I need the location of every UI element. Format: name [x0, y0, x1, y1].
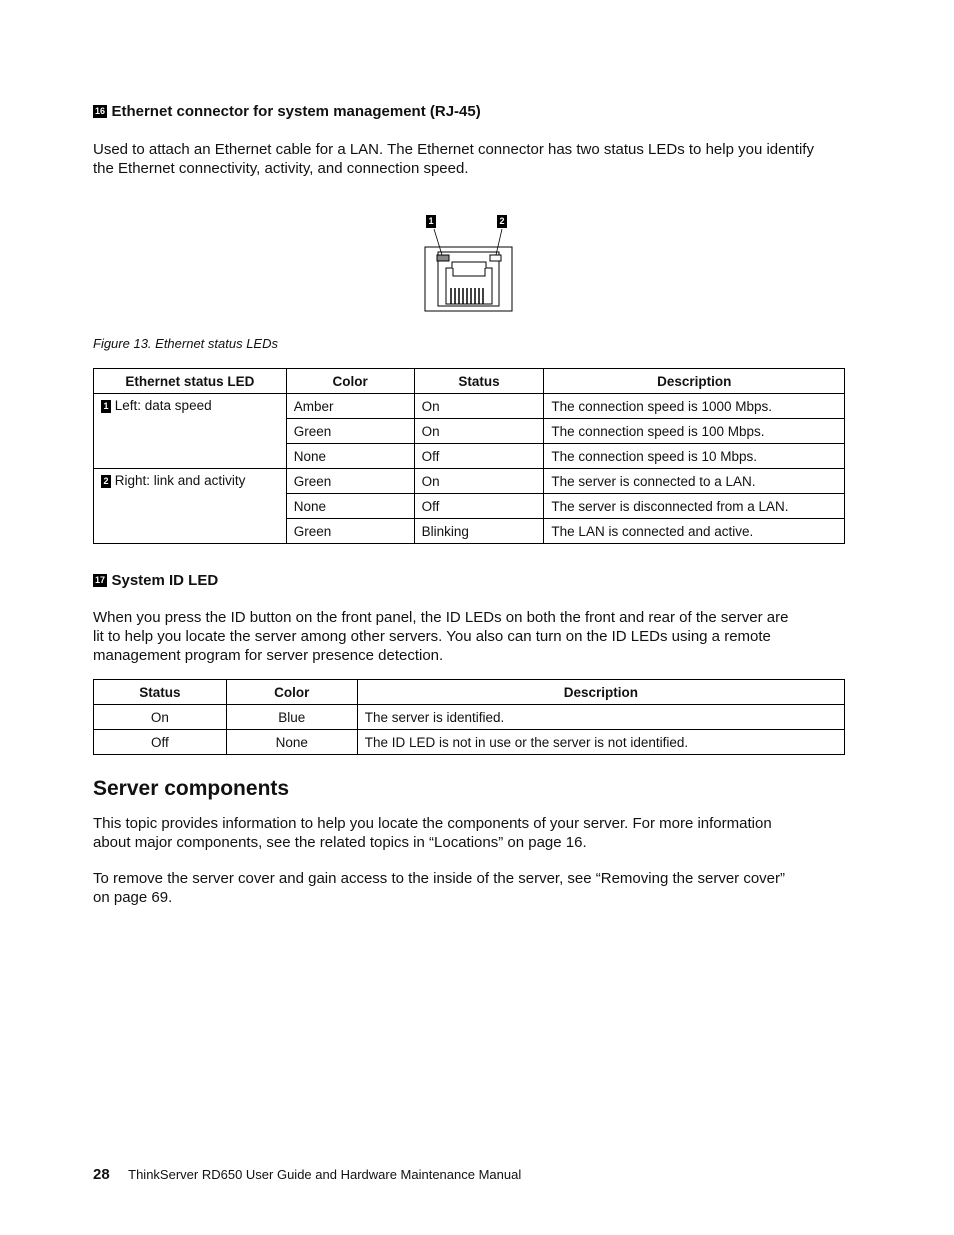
description-cell: The connection speed is 100 Mbps. — [544, 419, 845, 444]
section-heading-text: System ID LED — [111, 572, 219, 589]
page-section-title: Server components — [93, 777, 290, 800]
paragraph-line: lit to help you locate the server among other servers. You also can turn on the ID LEDs using a remote — [93, 628, 771, 645]
description-cell: The server is connected to a LAN. — [544, 469, 845, 494]
color-cell: None — [226, 730, 357, 755]
callout-2-badge: 2 — [497, 215, 507, 228]
page-number: 28 — [93, 1166, 110, 1183]
figure-caption: Figure 13. Ethernet status LEDs — [93, 336, 278, 351]
description-cell: The connection speed is 10 Mbps. — [544, 444, 845, 469]
led-right — [490, 255, 501, 261]
page-footer — [93, 1166, 521, 1184]
description-cell: The server is identified. — [357, 705, 844, 730]
section-heading-text: Ethernet connector for system management (RJ-45) — [111, 103, 481, 120]
table-row — [94, 705, 845, 730]
paragraph-line: To remove the server cover and gain access to the inside of the server, see “Removing the server cover” — [93, 870, 785, 887]
column-header: Description — [357, 680, 844, 705]
color-cell: Amber — [286, 394, 414, 419]
status-cell: Off — [414, 444, 544, 469]
section-17-heading — [93, 572, 218, 590]
paragraph-line: When you press the ID button on the front panel, the ID LEDs on both the front and rear of the server are — [93, 609, 789, 626]
paragraph-line: management program for server presence detection. — [93, 647, 444, 664]
table-row — [94, 394, 845, 419]
status-cell: Blinking — [414, 519, 544, 544]
color-cell: Green — [286, 469, 414, 494]
callout-badge: 1 — [101, 400, 111, 413]
color-cell: None — [286, 444, 414, 469]
column-header: Ethernet status LED — [94, 369, 287, 394]
section-16-heading — [93, 103, 481, 121]
section-16-paragraph — [93, 140, 863, 178]
ethernet-status-table — [93, 368, 845, 544]
callout-badge: 16 — [95, 106, 106, 117]
status-cell: On — [414, 419, 544, 444]
callout-badge: 2 — [101, 475, 111, 488]
color-cell: Blue — [226, 705, 357, 730]
color-cell: None — [286, 494, 414, 519]
led-group-label: Left: data speed — [114, 398, 212, 413]
description-cell: The LAN is connected and active. — [544, 519, 845, 544]
table-row — [94, 730, 845, 755]
status-cell: On — [414, 394, 544, 419]
column-header: Color — [226, 680, 357, 705]
column-header: Status — [94, 680, 227, 705]
column-header: Color — [286, 369, 414, 394]
paragraph-line: the Ethernet connectivity, activity, and connection speed. — [93, 160, 469, 177]
description-cell: The ID LED is not in use or the server is not identified. — [357, 730, 844, 755]
paragraph-line: This topic provides information to help you locate the components of your server. For more information — [93, 815, 772, 832]
status-cell: On — [94, 705, 227, 730]
server-components-paragraph-2 — [93, 869, 863, 907]
status-cell: On — [414, 469, 544, 494]
led-group-cell — [94, 394, 287, 469]
color-cell: Green — [286, 519, 414, 544]
paragraph-line: Used to attach an Ethernet cable for a LAN. The Ethernet connector has two status LEDs to help you identify — [93, 141, 814, 158]
paragraph-line: about major components, see the related topics in “Locations” on page 16. — [93, 834, 587, 851]
callout-1-badge: 1 — [426, 215, 436, 228]
ethernet-connector-figure — [420, 212, 520, 316]
table-row — [94, 469, 845, 494]
section-17-paragraph — [93, 608, 863, 665]
server-components-paragraph-1 — [93, 814, 863, 852]
led-group-cell — [94, 469, 287, 544]
description-cell: The server is disconnected from a LAN. — [544, 494, 845, 519]
table-header-row — [94, 369, 845, 394]
table-header-row — [94, 680, 845, 705]
system-id-led-table — [93, 679, 845, 755]
column-header: Status — [414, 369, 544, 394]
column-header: Description — [544, 369, 845, 394]
status-cell: Off — [94, 730, 227, 755]
led-group-label: Right: link and activity — [114, 473, 246, 488]
led-left-amber — [437, 255, 449, 261]
paragraph-line: on page 69. — [93, 889, 173, 906]
color-cell: Green — [286, 419, 414, 444]
document-title: ThinkServer RD650 User Guide and Hardware Maintenance Manual — [128, 1167, 522, 1182]
callout-badge: 17 — [95, 575, 106, 586]
status-cell: Off — [414, 494, 544, 519]
description-cell: The connection speed is 1000 Mbps. — [544, 394, 845, 419]
